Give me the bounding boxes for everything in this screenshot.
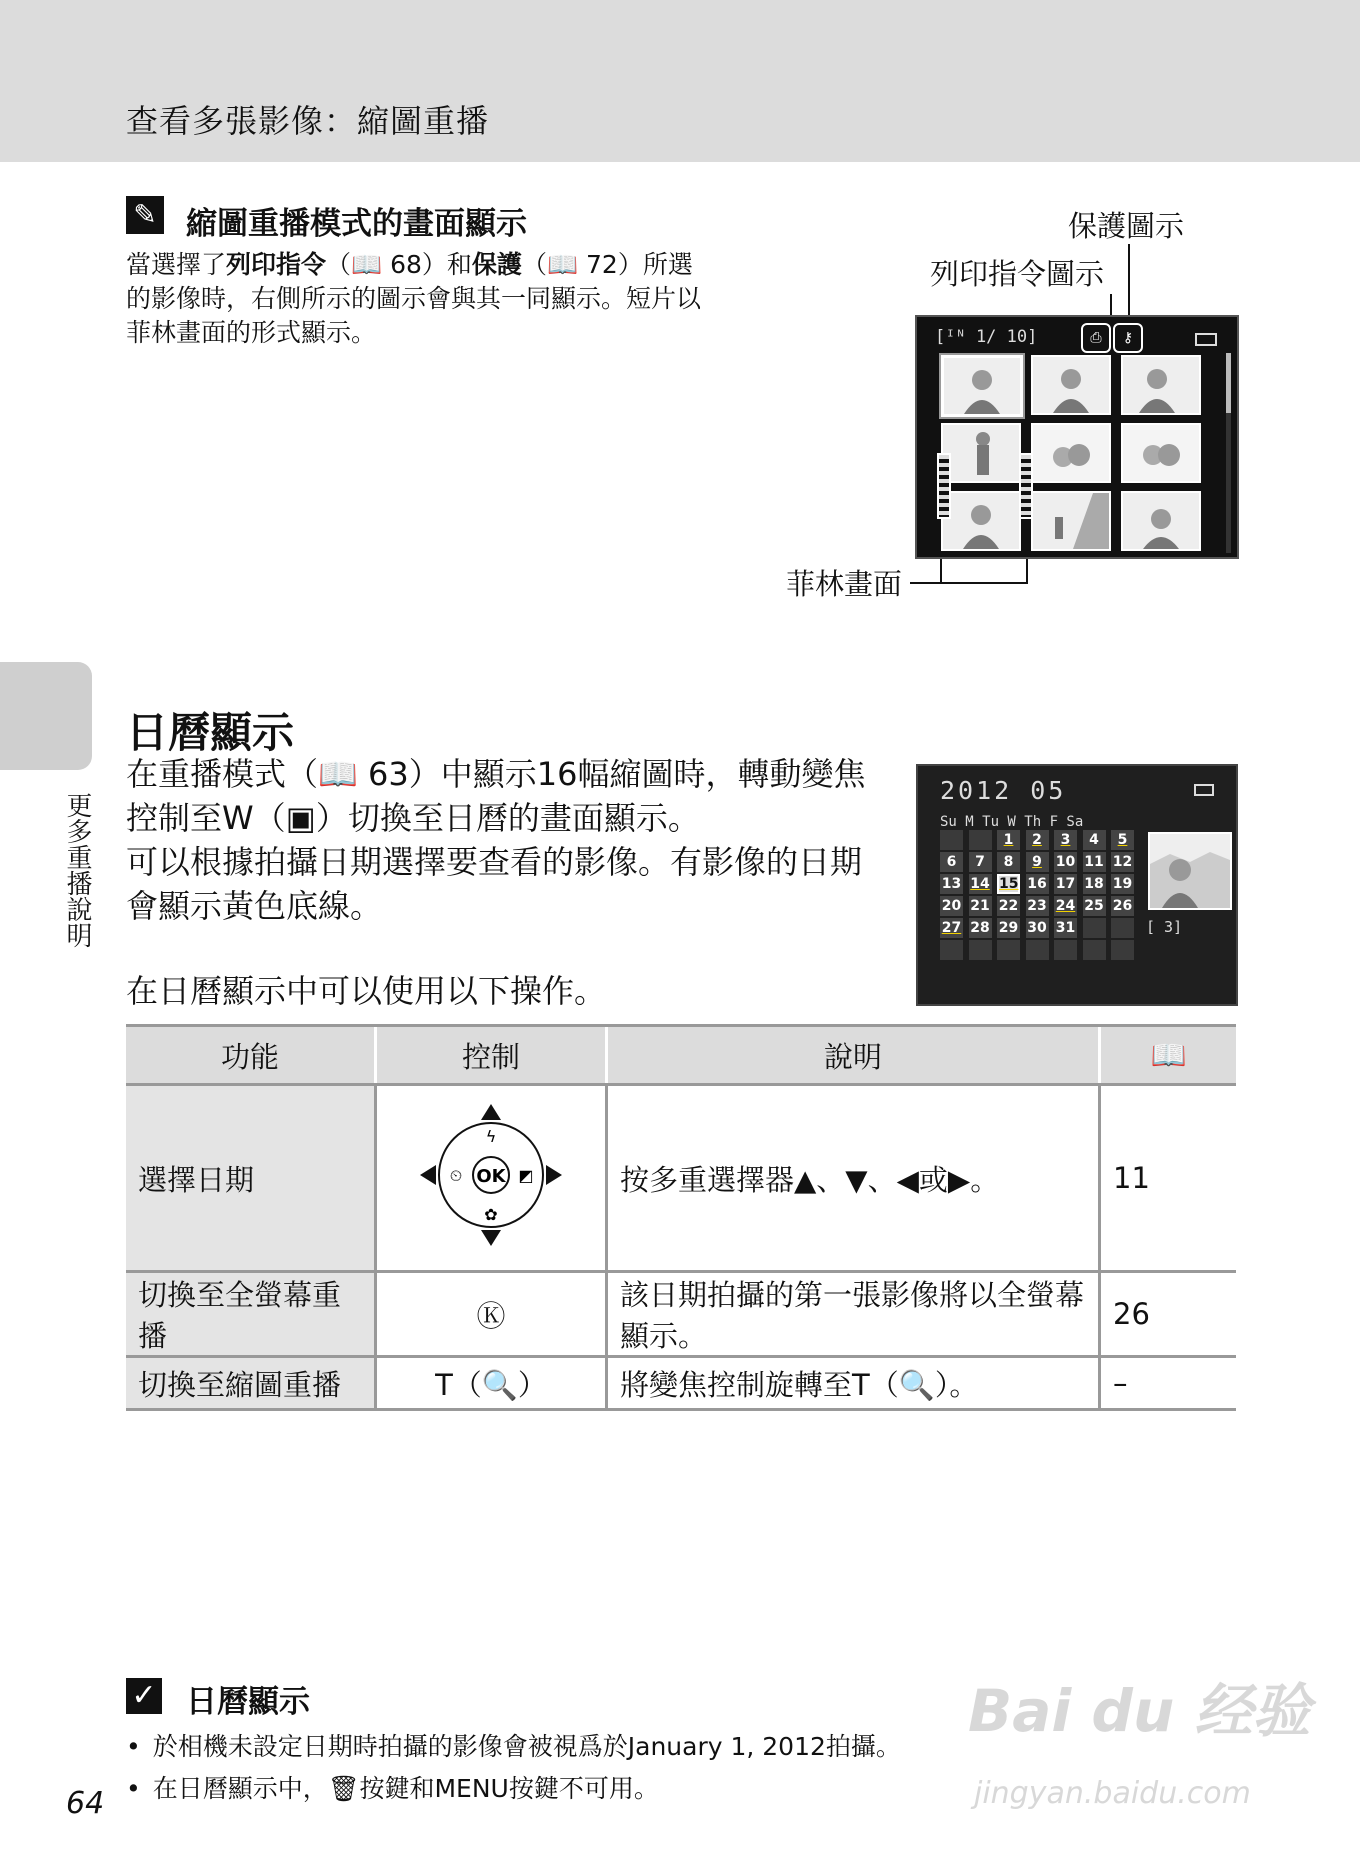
film-frame-right xyxy=(1019,453,1033,519)
operations-intro: 在日曆顯示中可以使用以下操作。 xyxy=(126,972,607,1010)
calendar-weekdays: Su M Tu W Th F Sa xyxy=(940,814,1084,830)
calendar-empty-cell xyxy=(1054,940,1077,960)
calendar-empty-cell xyxy=(940,830,963,850)
thumbnail-movie xyxy=(941,491,1021,551)
watermark-url: jingyan.baidu.com xyxy=(974,1776,1251,1811)
calendar-date: 23 xyxy=(1027,898,1047,914)
calendar-date: 3 xyxy=(1054,830,1077,850)
calendar-date: 6 xyxy=(940,852,963,872)
calendar-date: 11 xyxy=(1084,854,1104,870)
bullet-item: • 在日曆顯示中，🗑按鍵和MENU按鍵不可用。 xyxy=(126,1768,901,1810)
calendar-empty-cell xyxy=(1111,918,1134,938)
calendar-screen xyxy=(916,764,1238,1006)
calendar-date: 22 xyxy=(998,898,1019,914)
cell-description: 將變焦控制旋轉至T（🔍）。 xyxy=(607,1357,1100,1410)
calendar-date: 9 xyxy=(1026,852,1049,872)
thumbnail xyxy=(1121,423,1201,483)
thumbnail xyxy=(1121,491,1201,551)
section-title: 日曆顯示 xyxy=(126,708,295,757)
calendar-empty-cell xyxy=(1083,918,1106,938)
note-print-order: 列印指令 xyxy=(226,250,327,279)
calendar-year-month: 2012 05 xyxy=(940,776,1067,805)
calendar-empty-cell xyxy=(969,830,992,850)
calendar-date: 31 xyxy=(1055,920,1076,936)
calendar-preview-photo xyxy=(1148,832,1232,910)
section-body xyxy=(126,752,886,928)
table-row xyxy=(126,1085,1236,1272)
note-body xyxy=(126,248,706,350)
table-row xyxy=(126,1357,1236,1410)
calendar-date: 12 xyxy=(1112,854,1133,870)
svg-text:✿: ✿ xyxy=(484,1204,498,1224)
note-text-2: 所選的影像時，右側所示的圖示會與其一同顯示。短片以菲林畫面的形式顯示。 xyxy=(126,250,702,347)
calendar-date: 26 xyxy=(1112,898,1133,914)
calendar-date: 1 xyxy=(997,830,1020,850)
cell-description: 該日期拍攝的第一張影像將以全螢幕顯示。 xyxy=(607,1272,1100,1357)
calendar-date: 29 xyxy=(998,920,1019,936)
warning-title: 日曆顯示 xyxy=(186,1684,310,1720)
thumbnail xyxy=(1031,491,1111,551)
page-number: 64 xyxy=(66,1786,105,1821)
cell-function: 切換至縮圖重播 xyxy=(126,1357,376,1410)
battery-icon xyxy=(1194,784,1214,796)
calendar-date: 10 xyxy=(1055,854,1076,870)
print-order-icon: ⎙ xyxy=(1081,323,1111,353)
ok-button-icon: Ⓚ xyxy=(376,1272,607,1357)
callout-film: 菲林畫面 xyxy=(786,567,903,601)
calendar-date: 20 xyxy=(941,898,962,914)
calendar-empty-cell xyxy=(1111,940,1134,960)
calendar-date: 14 xyxy=(970,876,990,892)
scrollbar xyxy=(1226,353,1231,553)
col-function: 功能 xyxy=(126,1026,376,1085)
checkmark-icon: ✓ xyxy=(126,1678,162,1714)
calendar-image-count: [ 3] xyxy=(1146,918,1183,936)
cell-description: 按多重選擇器▲、▼、◀或▶。 xyxy=(607,1085,1100,1272)
thumbnail xyxy=(1121,355,1201,415)
calendar-date: 27 xyxy=(941,920,962,936)
calendar-date: 28 xyxy=(970,920,990,936)
cell-function: 選擇日期 xyxy=(126,1085,376,1272)
image-counter: [ᴵᴺ 1/ 10] xyxy=(935,327,1038,347)
battery-icon xyxy=(1195,333,1217,346)
thumbnail xyxy=(1031,355,1111,415)
callout-protect-icon: 保護圖示 xyxy=(1068,209,1185,243)
table-row xyxy=(126,1272,1236,1357)
col-description: 說明 xyxy=(607,1026,1100,1085)
section-paragraph-2: 可以根據拍攝日期選擇要查看的影像。有影像的日期會顯示黃色底線。 xyxy=(126,843,863,925)
callout-print-icon: 列印指令圖示 xyxy=(930,257,1105,291)
svg-text:⏲: ⏲ xyxy=(449,1165,463,1185)
calendar-empty-cell xyxy=(1026,940,1049,960)
section-paragraph-1: 在重播模式（📖 63）中顯示16幅縮圖時，轉動變焦控制至W（▣）切換至日曆的畫面顯示。 xyxy=(126,755,866,837)
calendar-date: 13 xyxy=(941,876,962,892)
calendar-empty-cell xyxy=(997,940,1020,960)
calendar-date: 24 xyxy=(1055,898,1076,914)
calendar-date: 5 xyxy=(1111,830,1134,850)
bullet-item: • 於相機未設定日期時拍攝的影像會被視爲於January 1, 2012拍攝。 xyxy=(126,1726,901,1768)
col-page-ref: 📖 xyxy=(1100,1026,1237,1085)
calendar-date: 19 xyxy=(1112,876,1133,892)
side-tab xyxy=(0,662,92,770)
note-ref-2: （📖 72） xyxy=(521,250,643,279)
svg-text:ϟ: ϟ xyxy=(485,1126,497,1146)
calendar-date: 25 xyxy=(1084,898,1104,914)
cell-page: 11 xyxy=(1100,1085,1237,1272)
calendar-date: 16 xyxy=(1027,876,1047,892)
note-protect: 保護 xyxy=(471,250,522,279)
cell-page: 26 xyxy=(1100,1272,1237,1357)
calendar-date: 17 xyxy=(1055,876,1076,892)
side-tab-label: 更多重播說明 xyxy=(62,792,92,948)
calendar-date: 2 xyxy=(1026,830,1049,850)
cell-function: 切換至全螢幕重播 xyxy=(126,1272,376,1357)
thumbnail xyxy=(1031,423,1111,483)
calendar-date: 7 xyxy=(969,852,992,872)
protect-key-icon: ⚷ xyxy=(1113,323,1143,353)
page-header-title: 查看多張影像：縮圖重播 xyxy=(126,102,490,140)
calendar-date: 4 xyxy=(1083,830,1106,850)
thumbnail xyxy=(941,423,1021,483)
calendar-empty-cell xyxy=(1083,940,1106,960)
calendar-empty-cell xyxy=(940,940,963,960)
zoom-t-icon: T（🔍） xyxy=(376,1357,607,1410)
callout-line xyxy=(910,582,1028,584)
warning-bullets xyxy=(126,1726,901,1810)
note-text-1: 當選擇了 xyxy=(126,250,227,279)
calendar-date: 8 xyxy=(997,852,1020,872)
calendar-date: 15 xyxy=(999,876,1019,892)
calendar-date: 21 xyxy=(970,898,990,914)
calendar-date: 18 xyxy=(1084,876,1104,892)
cell-page: – xyxy=(1100,1357,1237,1410)
calendar-date: 30 xyxy=(1027,920,1047,936)
operations-table xyxy=(126,1024,1236,1411)
watermark-logo: Bai du 经验 xyxy=(968,1677,1311,1745)
note-ref-1: （📖 68）和 xyxy=(326,250,472,279)
col-control: 控制 xyxy=(376,1026,607,1085)
calendar-empty-cell xyxy=(969,940,992,960)
pencil-note-icon: ✎ xyxy=(126,196,164,234)
note-title: 縮圖重播模式的畫面顯示 xyxy=(186,206,527,242)
svg-text:OK: OK xyxy=(476,1165,506,1187)
thumbnail-screen xyxy=(915,315,1239,559)
multi-selector-icon xyxy=(376,1085,607,1272)
film-frame-left xyxy=(937,453,951,519)
thumbnail xyxy=(941,355,1023,417)
svg-text:◩: ◩ xyxy=(518,1165,534,1185)
